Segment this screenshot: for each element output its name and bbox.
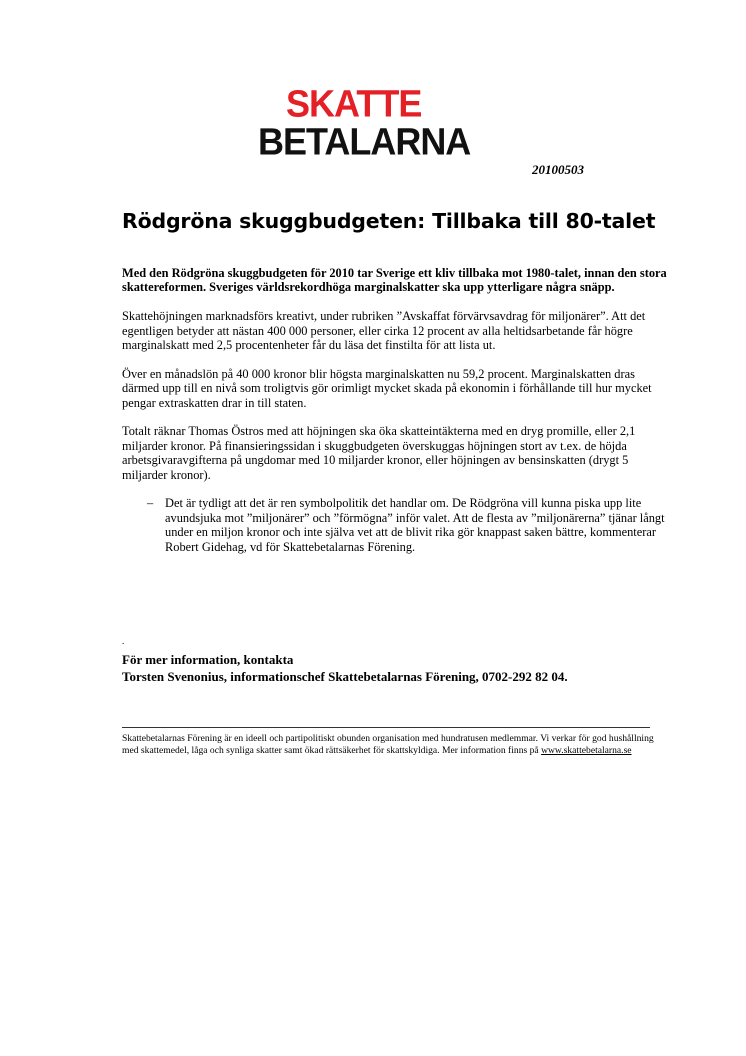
footer-divider [122, 727, 650, 728]
stray-dot: . [122, 636, 125, 646]
article-body [122, 266, 667, 554]
quote-text: Det är tydligt att det är ren symbolpolitik det handlar om. De Rödgröna vill kunna piska upp lite avundsjuka mot ”miljonärer” och ”förmögna” inför valet. Att de flesta av ”miljonärerna” tjänar långt under en miljon kronor och inte själva vet att de blivit rika gör knappast saken bättre, kommenterar Robert Gidehag, vd för Skattebetalarnas Förening. [165, 496, 665, 554]
logo-line-skatte: SKATTE [286, 81, 422, 125]
body-paragraph-3: Totalt räknar Thomas Östros med att höjningen ska öka skatteintäkterna med en dryg promille, eller 2,1 miljarder kronor. På finansieringssidan i skuggbudgeten överskuggas höjningen stort av t.ex. de höjda arbetsgivaravgifterna på ungdomar med 10 miljarder kronor, eller höjningen av bensinskatten (drygt 5 miljarder kronor). [122, 424, 636, 482]
quote-block [147, 496, 667, 554]
body-paragraph-2: Över en månadslön på 40 000 kronor blir högsta marginalskatten nu 59,2 procent. Marginalskatten dras därmed upp till en nivå som troligtvis gör orimligt mycket skada på ekonomin i förhållande till hur mycket pengar extraskatten drar in till staten. [122, 366, 652, 410]
page-title: Rödgröna skuggbudgeten: Tillbaka till 80-talet [122, 209, 656, 233]
skattebetalarna-logo [258, 81, 471, 163]
press-release-date: 20100503 [532, 162, 584, 177]
contact-person: Torsten Svenonius, informationschef Skattebetalarnas Förening, 0702-292 82 04. [122, 669, 568, 684]
lead-paragraph: Med den Rödgröna skuggbudgeten för 2010 tar Sverige ett kliv tillbaka mot 1980-talet, innan den stora skattereformen. Sveriges världsrekordhöga marginalskatter ska upp ytterligare några snäpp. [122, 266, 667, 295]
footer [122, 733, 662, 756]
body-paragraph-1: Skattehöjningen marknadsförs kreativt, under rubriken ”Avskaffat förvärvsavdrag för miljonärer”. Att det egentligen betyder att nästan 400 000 personer, eller cirka 12 procent av alla heltidsarbetande får högre marginalskatt med 2,5 procentenheter får du läsa det finstilta för att lista ut. [122, 309, 646, 353]
footer-text: Skattebetalarnas Förening är en ideell och partipolitiskt obunden organisation med hundratusen medlemmar. Vi verkar för god hushållning med skattemedel, låga och synliga skatter samt ökad rättsäkerhet för skattskyldiga. Mer information finns på [122, 733, 654, 756]
contact-block [122, 651, 682, 685]
website-link[interactable]: www.skattebetalarna.se [541, 744, 632, 756]
logo-line-betalarna: BETALARNA [258, 119, 471, 163]
contact-heading: För mer information, kontakta [122, 652, 294, 667]
quote-dash: – [147, 496, 154, 511]
